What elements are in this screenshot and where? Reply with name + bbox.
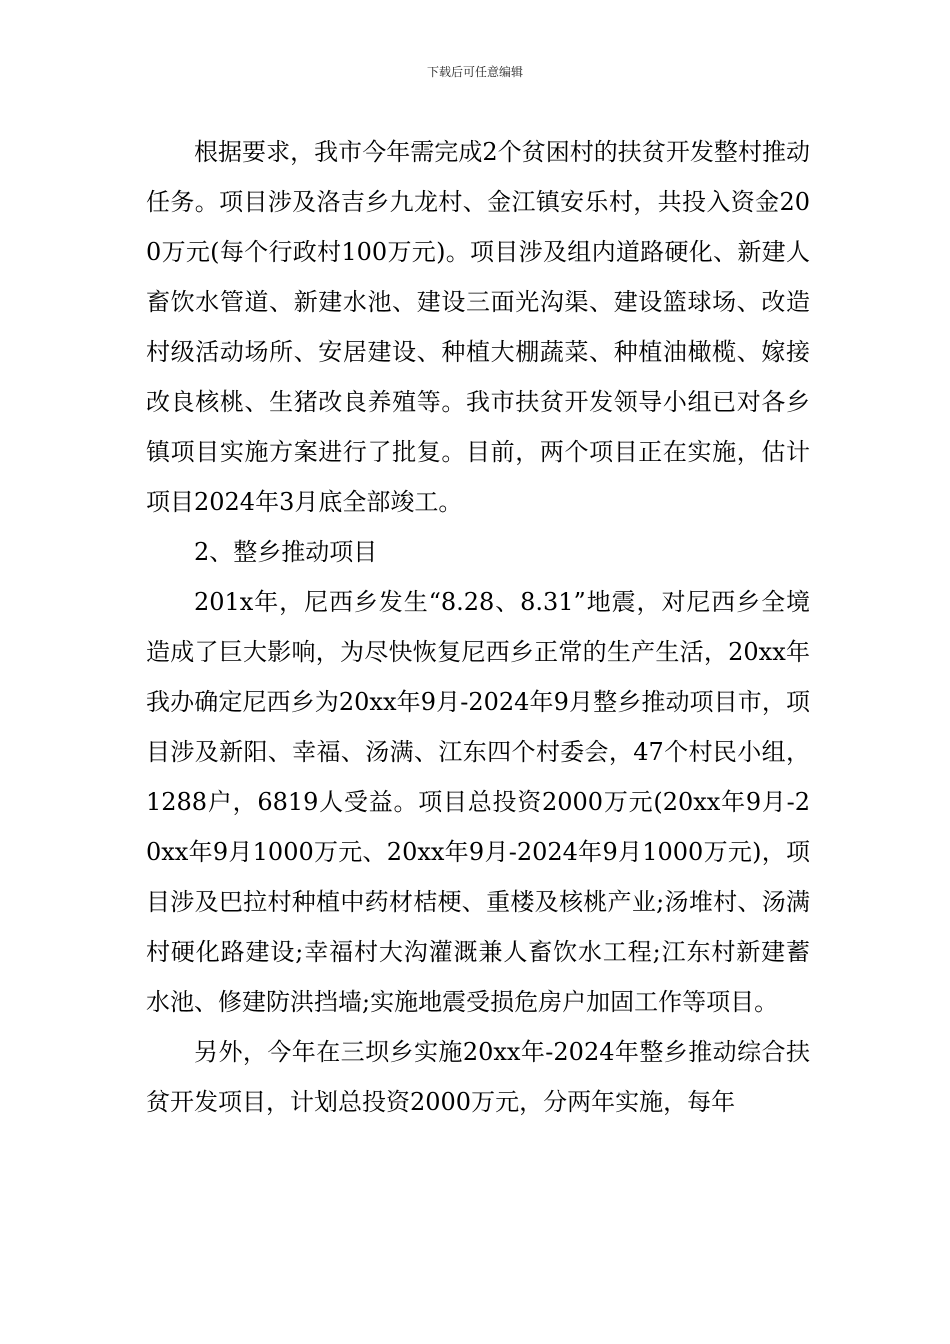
paragraph-nixi-township: 201x年，尼西乡发生“8.28、8.31”地震，对尼西乡全境造成了巨大影响，为尽快恢复尼西乡正常的生产生活，20xx年我办确定尼西乡为20xx年9月-2024年9月整乡推动项目市，项目涉及新阳、幸福、汤满、江东四个村委会，47个村民小组，1288户，6819人受益。项目总投资2000万元(20xx年9月-20xx年9月1000万元、20xx年9月-2024年9月1000万元)，项目涉及巴拉村种植中药材桔梗、重楼及核桃产业;汤堆村、汤满村硬化路建设;幸福村大沟灌溉兼人畜饮水工程;江东村新建蓄水池、修建防洪挡墙;实施地震受损危房户加固工作等项目。 <box>146 588 810 1016</box>
paragraph-sanba-township: 另外，今年在三坝乡实施20xx年-2024年整乡推动综合扶贫开发项目，计划总投资2000万元，分两年实施，每年 <box>146 1038 810 1116</box>
section-heading-township-project: 2、整乡推动项目 <box>194 538 378 566</box>
paragraph-village-project: 根据要求，我市今年需完成2个贫困村的扶贫开发整村推动任务。项目涉及洛吉乡九龙村、金江镇安乐村，共投入资金200万元(每个行政村100万元)。项目涉及组内道路硬化、新建人畜饮水管道、新建水池、建设三面光沟渠、建设篮球场、改造村级活动场所、安居建设、种植大棚蔬菜、种植油橄榄、嫁接改良核桃、生猪改良养殖等。我市扶贫开发领导小组已对各乡镇项目实施方案进行了批复。目前，两个项目正在实施，估计项目2024年3月底全部竣工。 <box>146 138 810 516</box>
page-header-note: 下载后可任意编辑 <box>426 65 523 79</box>
document-body <box>146 127 810 1127</box>
